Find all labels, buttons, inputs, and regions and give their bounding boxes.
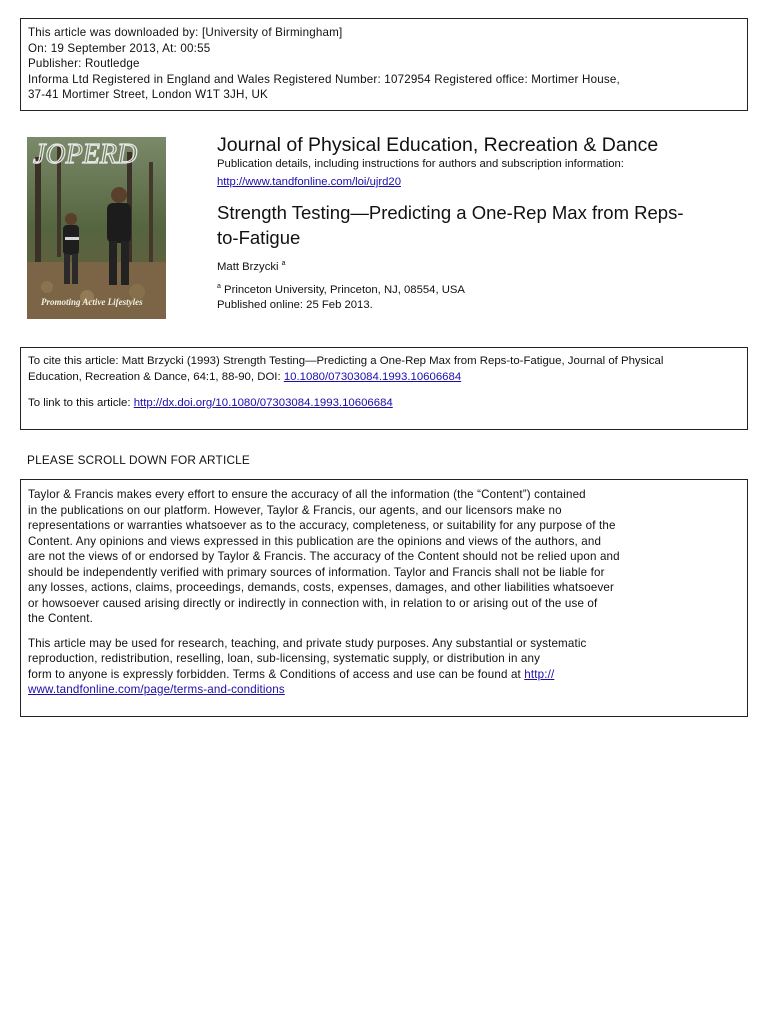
disclaimer-line: reproduction, redistribution, reselling, loan, sub-licensing, systematic supply, or distribution in any [28, 652, 541, 665]
disclaimer-line: any losses, actions, claims, proceedings, demands, costs, expenses, damages, and other liabilities whatsoever [28, 581, 615, 594]
citation-line [28, 370, 740, 386]
author-affiliation-marker: a [281, 260, 286, 267]
download-line: This article was downloaded by: [University of Birmingham] [28, 26, 343, 39]
disclaimer-line: or howsoever caused arising directly or indirectly in connection with, in relation to or arising out of the use of [28, 596, 598, 610]
download-line: On: 19 September 2013, At: 00:55 [28, 41, 211, 55]
disclaimer-line: in the publications on our platform. However, Taylor & Francis, our agents, and our licensors make no [28, 503, 562, 517]
citation-box [20, 347, 748, 430]
cover-masthead: JOPERD [33, 139, 138, 170]
disclaimer-line: are not the views of or endorsed by Taylor & Francis. The accuracy of the Content should not be relied upon and [28, 550, 620, 563]
journal-cover-image [27, 137, 166, 319]
terms-link-part2[interactable]: www.tandfonline.com/page/terms-and-conditions [28, 683, 285, 696]
disclaimer-line [28, 667, 740, 683]
affiliation [217, 279, 747, 298]
author-name: Matt Brzycki [217, 260, 279, 273]
download-line: 37-41 Mortimer Street, London W1T 3JH, UK [28, 88, 268, 102]
article-title-line: Strength Testing—Predicting a One-Rep Max from Reps- [217, 202, 684, 223]
cover-tagline: Promoting Active Lifestyles [41, 297, 143, 307]
disclaimer-line: representations or warranties whatsoever as to the accuracy, completeness, or suitability for any purpose of the [28, 519, 616, 532]
article-title-line: to-Fatigue [217, 227, 301, 248]
download-line: Informa Ltd Registered in England and Wales Registered Number: 1072954 Registered office: Mortimer House, [28, 72, 620, 86]
disclaimer-line: Content. Any opinions and views expressed in this publication are the opinions and views of the authors, and [28, 534, 602, 548]
article-link-row [28, 396, 740, 412]
download-line: Publisher: Routledge [28, 57, 140, 71]
affiliation-marker: a [217, 282, 221, 290]
disclaimer-line: should be independently verified with primary sources of information. Taylor and Francis shall not be liable for [28, 565, 605, 579]
disclaimer-box [20, 479, 748, 717]
article-doi-url-link[interactable]: http://dx.doi.org/10.1080/07303084.1993.10606684 [133, 396, 393, 409]
published-date: Published online: 25 Feb 2013. [217, 298, 373, 311]
disclaimer-line: the Content. [28, 612, 93, 625]
journal-url-link[interactable]: http://www.tandfonline.com/loi/ujrd20 [217, 176, 401, 188]
article-title [217, 200, 747, 250]
disclaimer-line: This article may be used for research, teaching, and private study purposes. Any substantial or systematic [28, 636, 587, 650]
disclaimer-paragraph-1 [28, 487, 740, 627]
publication-details: Publication details, including instructions for authors and subscription information: [217, 158, 624, 170]
disclaimer-line [28, 682, 740, 698]
disclaimer-line-text: form to anyone is expressly forbidden. Terms & Conditions of access and use can be found at [28, 667, 525, 681]
disclaimer-line: Taylor & Francis makes every effort to ensure the accuracy of all the information (the “Content”) contained [28, 488, 586, 501]
scroll-down-note: PLEASE SCROLL DOWN FOR ARTICLE [27, 453, 250, 467]
journal-title: Journal of Physical Education, Recreation & Dance [217, 134, 659, 156]
disclaimer-paragraph-2 [28, 636, 740, 698]
doi-link[interactable]: 10.1080/07303084.1993.10606684 [283, 370, 462, 383]
cover-illustration [27, 137, 166, 319]
affiliation-text: Princeton University, Princeton, NJ, 08554, USA [224, 283, 465, 296]
article-header [217, 133, 747, 313]
citation-line-text: Education, Recreation & Dance, 64:1, 88-90, DOI: [28, 370, 284, 383]
download-info-box [20, 18, 748, 111]
citation-line: To cite this article: Matt Brzycki (1993) Strength Testing—Predicting a One-Rep Max from Reps-to-Fatigue, Journal of Physical [28, 355, 664, 367]
terms-link-part1[interactable]: http:// [524, 667, 555, 681]
author [217, 256, 747, 275]
article-link-label: To link to this article: [28, 396, 134, 409]
